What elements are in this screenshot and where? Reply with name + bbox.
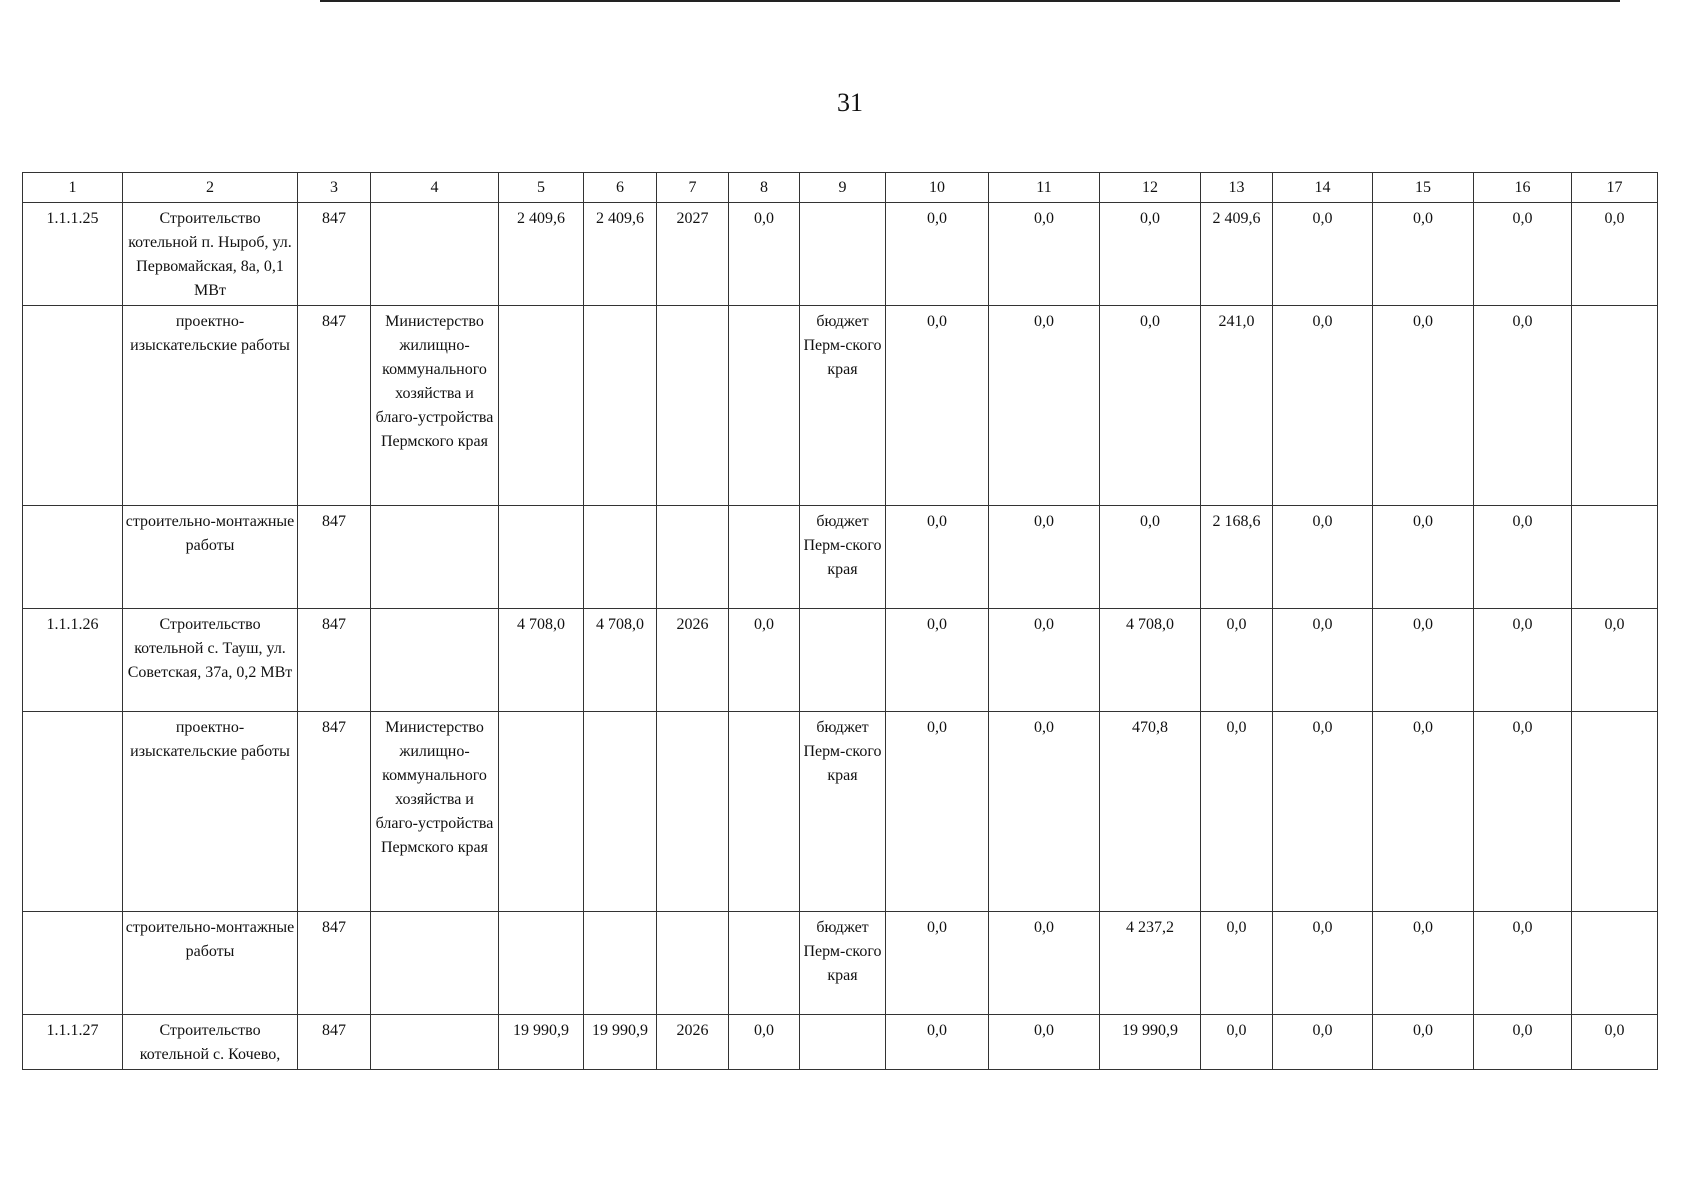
table-cell: 241,0 [1201,306,1273,506]
column-header-14: 14 [1273,173,1373,203]
column-header-2: 2 [123,173,298,203]
table-cell: 0,0 [1201,609,1273,712]
table-cell [23,712,123,912]
table-cell: 0,0 [1201,712,1273,912]
table-cell [657,912,729,1015]
table-cell: 847 [298,306,371,506]
table-cell: 847 [298,912,371,1015]
table-cell [729,912,800,1015]
page-top-border [320,0,1620,2]
table-cell: проектно-изыскательские работы [123,712,298,912]
table-cell: 0,0 [1474,1015,1572,1070]
table-cell: 0,0 [729,203,800,306]
table-row [23,712,1658,912]
table-cell: Строительство котельной с. Тауш, ул. Советская, 37а, 0,2 МВт [123,609,298,712]
table-cell: Строительство котельной п. Ныроб, ул. Первомайская, 8а, 0,1 МВт [123,203,298,306]
table-cell: 0,0 [1373,203,1474,306]
table-cell: 4 708,0 [499,609,584,712]
table-header-row [23,173,1658,203]
table-cell [657,712,729,912]
table-cell [584,506,657,609]
table-cell: 0,0 [886,912,989,1015]
table-cell: 0,0 [989,203,1100,306]
table-cell: 0,0 [886,712,989,912]
table-cell [800,203,886,306]
column-header-9: 9 [800,173,886,203]
table-cell: 0,0 [886,203,989,306]
table-cell: 0,0 [1273,712,1373,912]
column-header-8: 8 [729,173,800,203]
table-cell: 2 409,6 [499,203,584,306]
table-cell [23,506,123,609]
table-cell: 19 990,9 [499,1015,584,1070]
table-cell [23,306,123,506]
table-cell [657,506,729,609]
column-header-1: 1 [23,173,123,203]
table-cell: 0,0 [1373,1015,1474,1070]
table-cell: 1.1.1.26 [23,609,123,712]
column-header-16: 16 [1474,173,1572,203]
table-cell: 0,0 [989,912,1100,1015]
table-cell [371,203,499,306]
table-cell [800,1015,886,1070]
table-cell [1572,506,1658,609]
column-header-4: 4 [371,173,499,203]
table-row [23,912,1658,1015]
table-row [23,609,1658,712]
table-cell [584,712,657,912]
table-cell: 0,0 [989,1015,1100,1070]
table-cell: 0,0 [886,506,989,609]
table-cell: 0,0 [1474,712,1572,912]
table-cell: 4 237,2 [1100,912,1201,1015]
table-cell: 0,0 [1273,609,1373,712]
table-cell: 2027 [657,203,729,306]
table-cell: 847 [298,203,371,306]
table-cell: Министерство жилищно-коммунального хозяйства и благо-устройства Пермского края [371,712,499,912]
table-cell: 1.1.1.25 [23,203,123,306]
table-cell: 0,0 [1474,912,1572,1015]
table-cell: 0,0 [1201,912,1273,1015]
table-cell: 0,0 [1273,306,1373,506]
table-cell: 0,0 [989,306,1100,506]
table-cell: 0,0 [1373,912,1474,1015]
table-cell: 0,0 [1100,506,1201,609]
column-header-10: 10 [886,173,989,203]
table-cell: строительно-монтажные работы [123,912,298,1015]
table-cell [1572,712,1658,912]
table-cell: 0,0 [1100,306,1201,506]
table-cell [23,912,123,1015]
table-cell: 847 [298,506,371,609]
table-cell: 0,0 [1474,203,1572,306]
table-cell: 4 708,0 [1100,609,1201,712]
table-cell: 0,0 [1572,1015,1658,1070]
table-cell: 0,0 [1572,203,1658,306]
table-cell: 0,0 [886,609,989,712]
table-cell [1572,912,1658,1015]
table-cell [729,712,800,912]
table-cell: 0,0 [729,609,800,712]
column-header-13: 13 [1201,173,1273,203]
table-cell: 0,0 [1474,506,1572,609]
table-cell: 19 990,9 [584,1015,657,1070]
table-cell: бюджет Перм-ского края [800,506,886,609]
table-cell: Строительство котельной с. Кочево, [123,1015,298,1070]
column-header-15: 15 [1373,173,1474,203]
table-row [23,1015,1658,1070]
table-cell: 0,0 [1273,1015,1373,1070]
table-cell: 0,0 [1373,712,1474,912]
table-cell [371,506,499,609]
table-cell: 2 168,6 [1201,506,1273,609]
table-row [23,203,1658,306]
data-table [22,172,1658,1070]
table-cell: 0,0 [1373,506,1474,609]
table-cell: 0,0 [1474,306,1572,506]
table-cell: 847 [298,1015,371,1070]
table-cell: 2026 [657,609,729,712]
table-cell: 847 [298,609,371,712]
table-cell: 2 409,6 [584,203,657,306]
table-cell: бюджет Перм-ского края [800,712,886,912]
table-cell: 0,0 [886,1015,989,1070]
table-cell [371,609,499,712]
table-cell [657,306,729,506]
table-cell: строительно-монтажные работы [123,506,298,609]
table-cell [584,912,657,1015]
table-cell: 0,0 [989,609,1100,712]
table-cell [584,306,657,506]
table-cell: бюджет Перм-ского края [800,306,886,506]
table-cell [499,712,584,912]
table-cell: 19 990,9 [1100,1015,1201,1070]
column-header-7: 7 [657,173,729,203]
table-cell [499,912,584,1015]
table-cell: 1.1.1.27 [23,1015,123,1070]
table-cell [1572,306,1658,506]
table-cell: 0,0 [1100,203,1201,306]
table-cell: 0,0 [1273,506,1373,609]
table-cell: 0,0 [1201,1015,1273,1070]
column-header-17: 17 [1572,173,1658,203]
table-cell: 2 409,6 [1201,203,1273,306]
table-cell [729,506,800,609]
column-header-3: 3 [298,173,371,203]
table-row [23,506,1658,609]
table-cell [499,306,584,506]
column-header-12: 12 [1100,173,1201,203]
table-cell [729,306,800,506]
table-cell: 0,0 [989,506,1100,609]
column-header-11: 11 [989,173,1100,203]
table-cell [499,506,584,609]
table-cell: 0,0 [1373,609,1474,712]
column-header-6: 6 [584,173,657,203]
table-cell: 0,0 [1373,306,1474,506]
table-cell: 0,0 [989,712,1100,912]
table-cell: 470,8 [1100,712,1201,912]
table-cell: 0,0 [1474,609,1572,712]
page-number: 31 [837,88,863,117]
table-cell [371,912,499,1015]
table-cell: 0,0 [886,306,989,506]
table-cell: 0,0 [729,1015,800,1070]
table-cell: 847 [298,712,371,912]
table-cell: 0,0 [1273,912,1373,1015]
column-header-5: 5 [499,173,584,203]
table-cell: Министерство жилищно-коммунального хозяйства и благо-устройства Пермского края [371,306,499,506]
table-cell: бюджет Перм-ского края [800,912,886,1015]
table-cell: 0,0 [1572,609,1658,712]
table-cell: проектно-изыскательские работы [123,306,298,506]
table-cell: 4 708,0 [584,609,657,712]
table-cell [371,1015,499,1070]
table-cell: 2026 [657,1015,729,1070]
table-row [23,306,1658,506]
table-cell [800,609,886,712]
table-cell: 0,0 [1273,203,1373,306]
